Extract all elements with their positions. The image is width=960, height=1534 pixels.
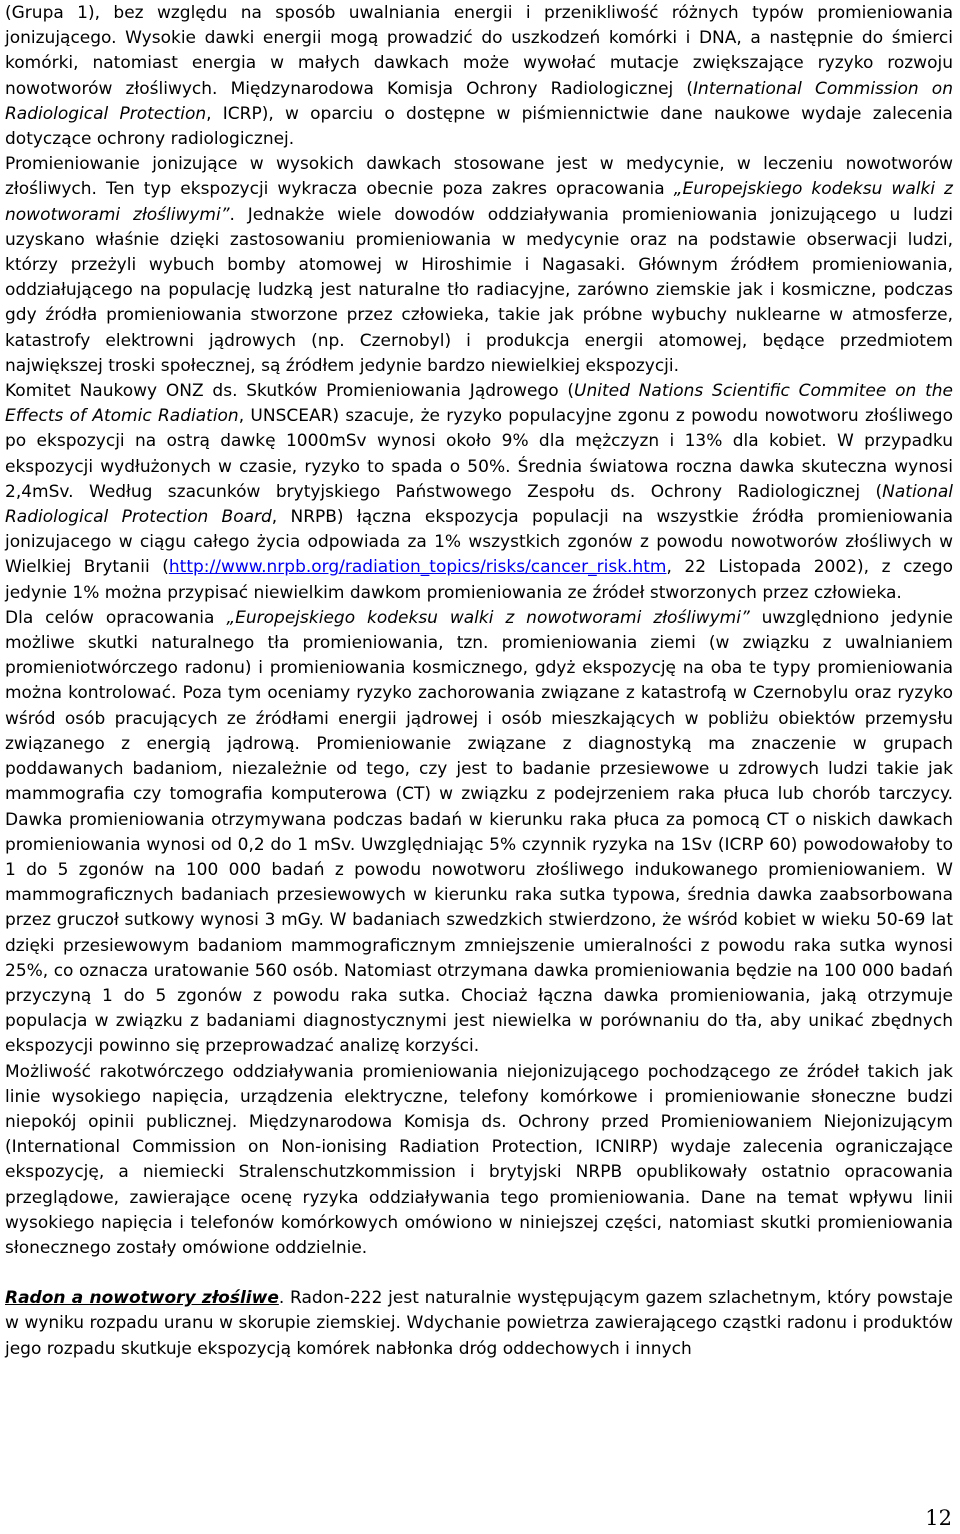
text-run: Komitet Naukowy ONZ ds. Skutków Promieniowania Jądrowego ( bbox=[5, 381, 575, 402]
text-run: . Radon-222 jest naturalnie występującym gazem szlachetnym, który powstaje w wyniku rozpadu uranu w skorupie ziemskiej. Wdychanie powietrza zawierającego cząstki radonu i produktów jego rozpadu skutkuje ekspozycją komórek nabłonka dróg oddechowych i innych bbox=[5, 1288, 953, 1359]
text-run: , NRPB) łączna ekspozycja populacji na wszystkie źródła promieniowania jonizujacego w ciągu całego życia odpowiada za 1% wszystkich zgonów z powodu nowotworów złośliwych w Wielkiej Brytanii ( bbox=[5, 507, 953, 578]
paragraph bbox=[5, 1286, 953, 1362]
text-run: (Grupa 1), bez względu na sposób uwalniania energii i przenikliwość różnych typów promieniowania jonizującego. Wysokie dawki energii mogą prowadzić do uszkodzeń komórki i DNA, a następnie do śmierci komórki, natomiast energia w małych dawkach może wywołać mutacje zwiększające ryzyko rozwoju nowotworów złośliwych. Międzynarodowa Komisja Ochrony Radiologicznej ( bbox=[5, 3, 953, 99]
text-run: Możliwość rakotwórczego oddziaływania promieniowania niejonizującego pochodzącego ze źródeł takich jak linie wysokiego napięcia, urządzenia elektryczne, telefony komórkowe i promieniowanie słoneczne budzi niepokój opinii publicznej. Międzynarodowa Komisja ds. Ochrony przed Promieniowaniem Niejonizującym (International Commission on Non-ionising Radiation Protection, ICNIRP) wydaje zalecenia ograniczające ekspozycję, a niemiecki Stralenschutzkommission i brytyjski NRPB opublikowały ostatnio opracowania przeglądowe, zawierające ocenę ryzyka oddziaływania tego promieniowania. Dane na temat wpływu linii wysokiego napięcia i telefonów komórkowych omówiono w niniejszej części, natomiast skutki promieniowania słonecznego zostały omówione oddzielnie. bbox=[5, 1061, 953, 1258]
paragraph bbox=[5, 1, 953, 152]
paragraph bbox=[5, 1060, 953, 1262]
text-run: Dla celów opracowania bbox=[5, 607, 227, 628]
section-heading: Radon a nowotwory złośliwe bbox=[5, 1288, 279, 1309]
italic-term: International Commission on Radiological Protection bbox=[5, 78, 953, 124]
text-run: Promieniowanie jonizujące w wysokich dawkach stosowane jest w medycynie, w leczeniu nowotworów złośliwych. Ten typ ekspozycji wykracza obecnie poza zakres opracowania bbox=[5, 154, 953, 200]
text-run: , ICRP), w oparciu o dostępne w piśmiennictwie dane naukowe wydaje zalecenia dotyczące ochrony radiologicznej. bbox=[5, 103, 953, 150]
text-run: uwzględniono jedynie możliwe skutki naturalnego tła promieniowania, tzn. promieniowania ziemi (w związku z uwalnianiem promieniotwórczego radonu) i promieniowania kosmicznego, gdyż ekspozycję na oba te typy promieniowania można kontrolować. Poza tym oceniamy ryzyko zachorowania związane z katastrofą w Czernobylu oraz ryzyko wśród osób pracujących ze źródłami energii jądrowej i osób mieszkających w pobliżu obiektów przemysłu związanego z energią jądrową. Promieniowanie związane z diagnostyką ma znaczenie w grupach poddawanych badaniom, niezależnie od tego, czy jest to badanie przesiewowe u zdrowych ludzi takie jak mammografia czy tomografia komputerowa (CT) w związku z podejrzeniem raka płuca lub chorób tarczycy. Dawka promieniowania otrzymywana podczas badań w kierunku raka płuca za pomocą CT o niskich dawkach promieniowania wynosi od 0,2 do 1 mSv. Uwzględniając 5% czynnik ryzyka na 1Sv (ICRP 60) powodowałoby to 1 do 5 zgonów na 100 000 badań z powodu nowotworu złośliwego indukowanego promieniowaniem. W mammograficznych badaniach przesiewowych w kierunku raka sutka typowa, średnia dawka zaabsorbowana przez gruczoł sutkowy wynosi 3 mGy. W badaniach szwedzkich stwierdzono, że wśród kobiet w wieku 50-69 lat dzięki przesiewowym badaniom mammograficznym zmniejszenie umieralności z powodu raka sutka wynosi 25%, co oznacza uratowanie 560 osób. Natomiast otrzymana dawka promieniowania będzie na 100 000 badań przyczyną 1 do 5 zgonów z powodu raka sutka. Chociaż łączna dawka promieniowania, jaką otrzymuje populacja w związku z badaniami diagnostycznymi jest niewielka w porównaniu do tła, aby unikać zbędnych ekspozycji powinno się przeprowadzać analizę korzyści. bbox=[5, 607, 953, 1057]
text-run: , UNSCEAR) szacuje, że ryzyko populacyjne zgonu z powodu nowotworu złośliwego po ekspozycji na ostrą dawkę 1000mSv wynosi około 9% dla mężczyzn i 13% dla kobiet. W przypadku ekspozycji wydłużonych w czasie, ryzyko to spada o 50%. Średnia światowa roczna dawka skuteczna wynosi 2,4mSv. Według szacunków brytyjskiego Państwowego Zespołu ds. Ochrony Radiologicznej ( bbox=[5, 406, 953, 502]
paragraph bbox=[5, 152, 953, 379]
text-run: . Jednakże wiele dowodów oddziaływania promieniowania jonizującego u ludzi uzyskano właśnie dzięki zastosowaniu promieniowania w medycynie oraz na podstawie obserwacji ludzi, którzy przeżyli wybuch bomby atomowej w Hiroshimie i Nagasaki. Głównym źródłem promieniowania, oddziałującego na populację ludzką jest naturalne tło radiacyjne, zarówno ziemskie jak i kosmiczne, podczas gdy źródła promieniowania stworzone przez człowieka, takie jak próbne wybuchy nuklearne w atmosferze, katastrofy elektrowni jądrowych (np. Czernobyl) i produkcja energii atomowej, będące przedmiotem największej troski społecznej, są źródłem jedynie bardzo niewielkiej ekspozycji. bbox=[5, 204, 953, 376]
nrpb-link[interactable]: http://www.nrpb.org/radiation_topics/risks/cancer_risk.htm bbox=[168, 557, 667, 578]
document-body bbox=[5, 1, 953, 1362]
italic-term: United Nations Scientific Commitee on the Effects of Atomic Radiation bbox=[5, 381, 954, 427]
italic-term: National Radiological Protection Board bbox=[5, 481, 953, 528]
paragraph bbox=[5, 379, 953, 606]
page-number: 12 bbox=[925, 1506, 952, 1530]
paragraph bbox=[5, 606, 953, 1060]
text-run: , 22 Listopada 2002), z czego jedynie 1% można przypisać niewielkim dawkom promieniowania ze źródeł stworzonych przez człowieka. bbox=[5, 557, 954, 603]
italic-title: „Europejskiego kodeksu walki z nowotworami złośliwymi” bbox=[226, 607, 750, 628]
italic-title: „Europejskiego kodeksu walki z nowotworami złośliwymi” bbox=[5, 179, 953, 225]
